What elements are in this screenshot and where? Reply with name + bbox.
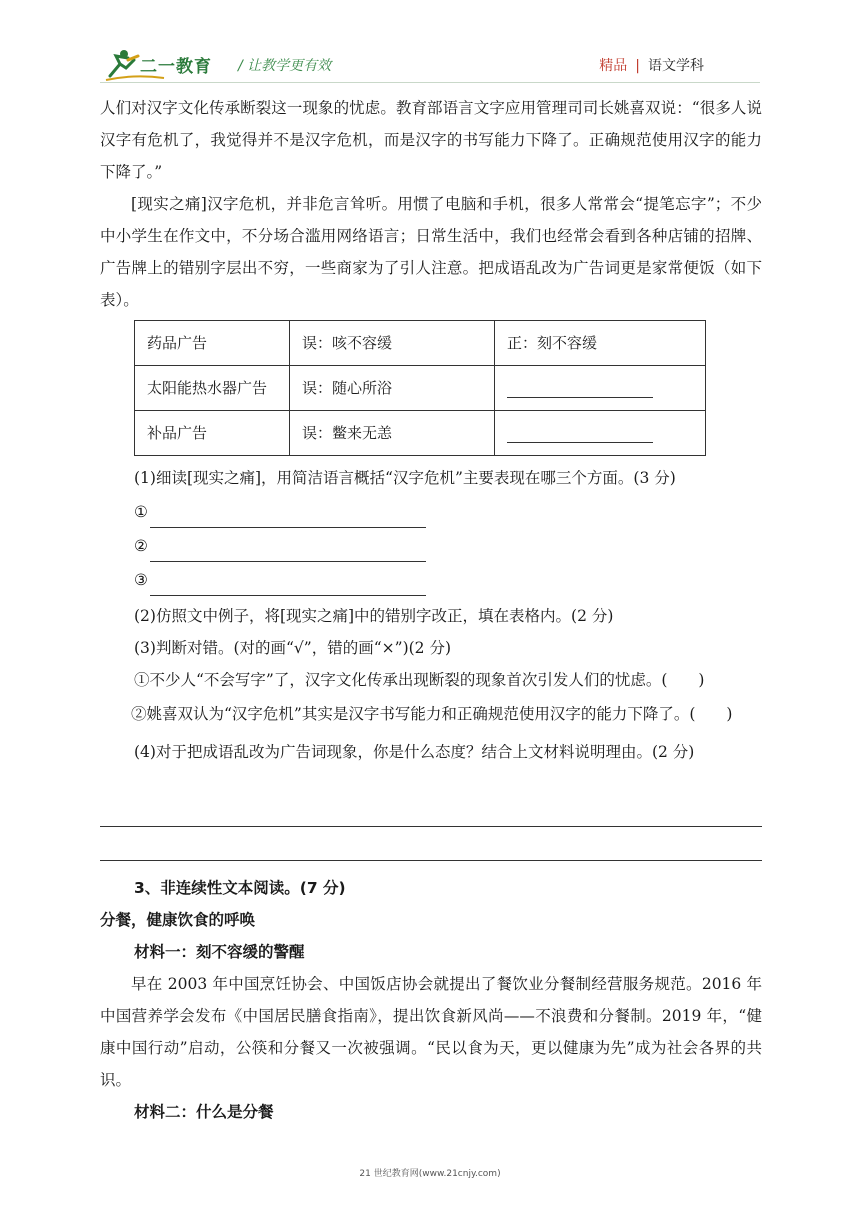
answer-line-3[interactable] xyxy=(100,562,762,596)
passage-paragraph-2: [现实之痛]汉字危机，并非危言耸听。用惯了电脑和手机，很多人常常会“提笔忘字”；不少中小学生在作文中，不分场合滥用网络语言；日常生活中，我们也经常会看到各种店铺的招牌、广告牌上的错别字层出不穷，一些商家为了引人注意。把成语乱改为广告词更是家常便饭（如下表）。 xyxy=(100,195,762,309)
material-1-heading: 材料一：刻不容缓的警醒 xyxy=(134,943,305,961)
page-header xyxy=(0,0,860,90)
answer-rule-1[interactable] xyxy=(100,826,762,827)
answer-rule-2[interactable] xyxy=(100,860,762,861)
question-3-item-1: ①不少人“不会写字”了，汉字文化传承出现断裂的现象首次引发人们的忧虑。( ) xyxy=(134,671,705,689)
answer-marker: ③ xyxy=(134,571,148,589)
subject-label: 语文学科 xyxy=(648,58,704,74)
document-body xyxy=(100,92,762,768)
question-1: (1)细读[现实之痛]，用简洁语言概括“汉字危机”主要表现在哪三个方面。(3 分) xyxy=(134,469,676,487)
wrong-word-cell: 误：随心所浴 xyxy=(290,366,495,411)
section-title: 分餐，健康饮食的呼唤 xyxy=(100,911,256,929)
question-4: (4)对于把成语乱改为广告词现象，你是什么态度？结合上文材料说明理由。(2 分) xyxy=(134,743,695,761)
answer-marker: ② xyxy=(134,537,148,555)
ad-type-cell: 药品广告 xyxy=(135,321,290,366)
question-2: (2)仿照文中例子，将[现实之痛]中的错别字改正，填在表格内。(2 分) xyxy=(134,607,614,625)
answer-fill-line[interactable] xyxy=(150,541,426,562)
logo-text: 二一教育 xyxy=(140,57,212,77)
question-3: (3)判断对错。(对的画“√”，错的画“×”)(2 分) xyxy=(134,639,451,657)
answer-blank-cell[interactable] xyxy=(495,366,706,411)
header-subject xyxy=(599,55,704,75)
passage-paragraph-1: 人们对汉字文化传承断裂这一现象的忧虑。教育部语言文字应用管理司司长姚喜双说：“很多人说汉字有危机了，我觉得并不是汉字危机，而是汉字的书写能力下降了。正确规范使用汉字的能力下降了。” xyxy=(100,99,762,181)
question-3-item-2: ②姚喜双认为“汉字危机”其实是汉字书写能力和正确规范使用汉字的能力下降了。( ) xyxy=(131,705,733,723)
ad-type-cell: 太阳能热水器广告 xyxy=(135,366,290,411)
answer-blank-cell[interactable] xyxy=(495,411,706,456)
answer-blank[interactable] xyxy=(507,379,653,398)
wrong-word-cell: 误：鳖来无恙 xyxy=(290,411,495,456)
page-footer: 21 世纪教育网(www.21cnjy.com) xyxy=(359,1169,501,1179)
answer-fill-line[interactable] xyxy=(150,507,426,528)
material-1-text: 早在 2003 年中国烹饪协会、中国饭店协会就提出了餐饮业分餐制经营服务规范。2016 年中国营养学会发布《中国居民膳食指南》，提出饮食新风尚——不浪费和分餐制。2019 年，“健康中国行动”启动，公筷和分餐又一次被强调。“民以食为天，更以健康为先”成为社会各界的共识。 xyxy=(100,975,762,1089)
table-row xyxy=(135,366,706,411)
quality-label: 精品 xyxy=(599,58,628,74)
answer-line-2[interactable] xyxy=(100,528,762,562)
answer-blank[interactable] xyxy=(507,424,653,443)
wrong-word-cell: 误：咳不容缓 xyxy=(290,321,495,366)
header-divider xyxy=(100,82,760,83)
advertisement-table xyxy=(134,320,706,456)
section-heading: 3、非连续性文本阅读。(7 分) xyxy=(134,879,346,897)
answer-fill-line[interactable] xyxy=(150,575,426,596)
section-3 xyxy=(100,872,762,1128)
header-slogan: / 让教学更有效 xyxy=(238,58,332,74)
correct-word-cell: 正：刻不容缓 xyxy=(495,321,706,366)
material-2-heading: 材料二：什么是分餐 xyxy=(134,1103,274,1121)
header-separator: | xyxy=(635,58,640,74)
answer-line-1[interactable] xyxy=(100,494,762,528)
answer-marker: ① xyxy=(134,503,148,521)
table-row xyxy=(135,411,706,456)
ad-type-cell: 补品广告 xyxy=(135,411,290,456)
table-row xyxy=(135,321,706,366)
